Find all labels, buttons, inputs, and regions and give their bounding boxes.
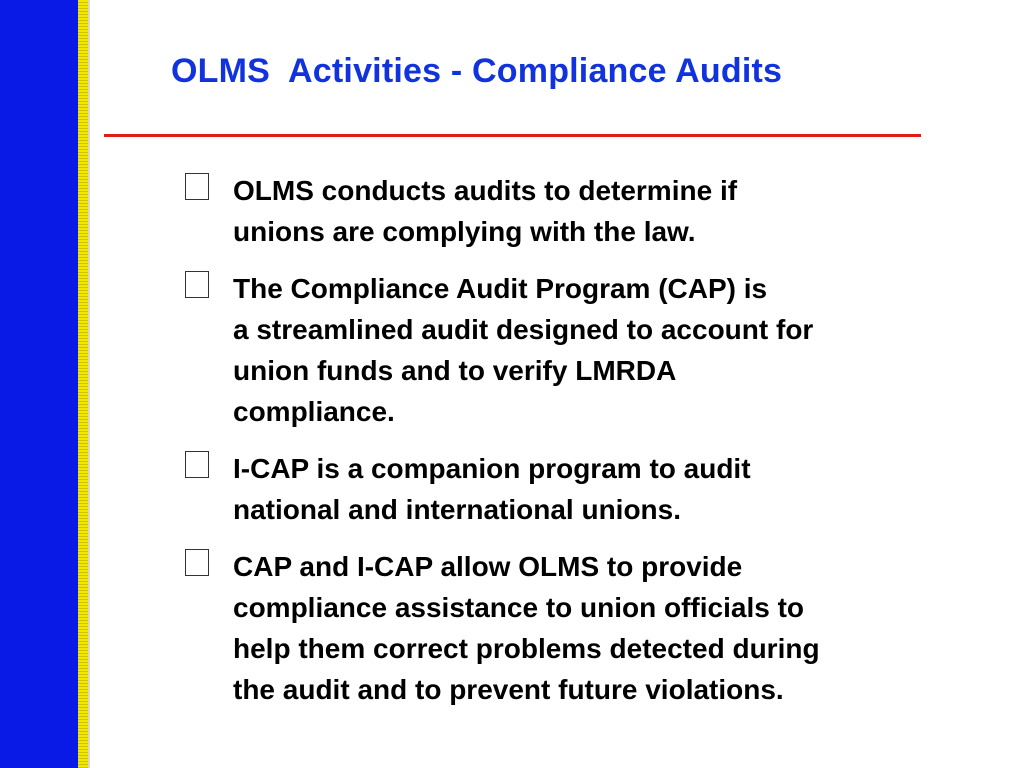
square-bullet-icon xyxy=(185,271,209,298)
square-bullet-icon xyxy=(185,451,209,478)
bullet-item xyxy=(183,448,983,530)
title-divider xyxy=(104,134,921,137)
bullet-list xyxy=(183,170,983,726)
left-blue-bar xyxy=(0,0,78,768)
bullet-item xyxy=(183,170,983,252)
square-bullet-icon xyxy=(185,549,209,576)
bullet-text: OLMS conducts audits to determine if unions are complying with the law. xyxy=(233,175,738,247)
bullet-text: CAP and I-CAP allow OLMS to provide compliance assistance to union officials to help them correct problems detected during the audit and to prevent future violations. xyxy=(233,551,820,705)
yellow-accent-stripe xyxy=(78,0,90,768)
bullet-item xyxy=(183,268,983,432)
bullet-item xyxy=(183,546,983,710)
square-bullet-icon xyxy=(185,173,209,200)
bullet-text: The Compliance Audit Program (CAP) is a streamlined audit designed to account for union funds and to verify LMRDA compliance. xyxy=(233,273,814,427)
bullet-text: I-CAP is a companion program to audit national and international unions. xyxy=(233,453,751,525)
slide-title: OLMS Activities - Compliance Audits xyxy=(171,52,783,90)
